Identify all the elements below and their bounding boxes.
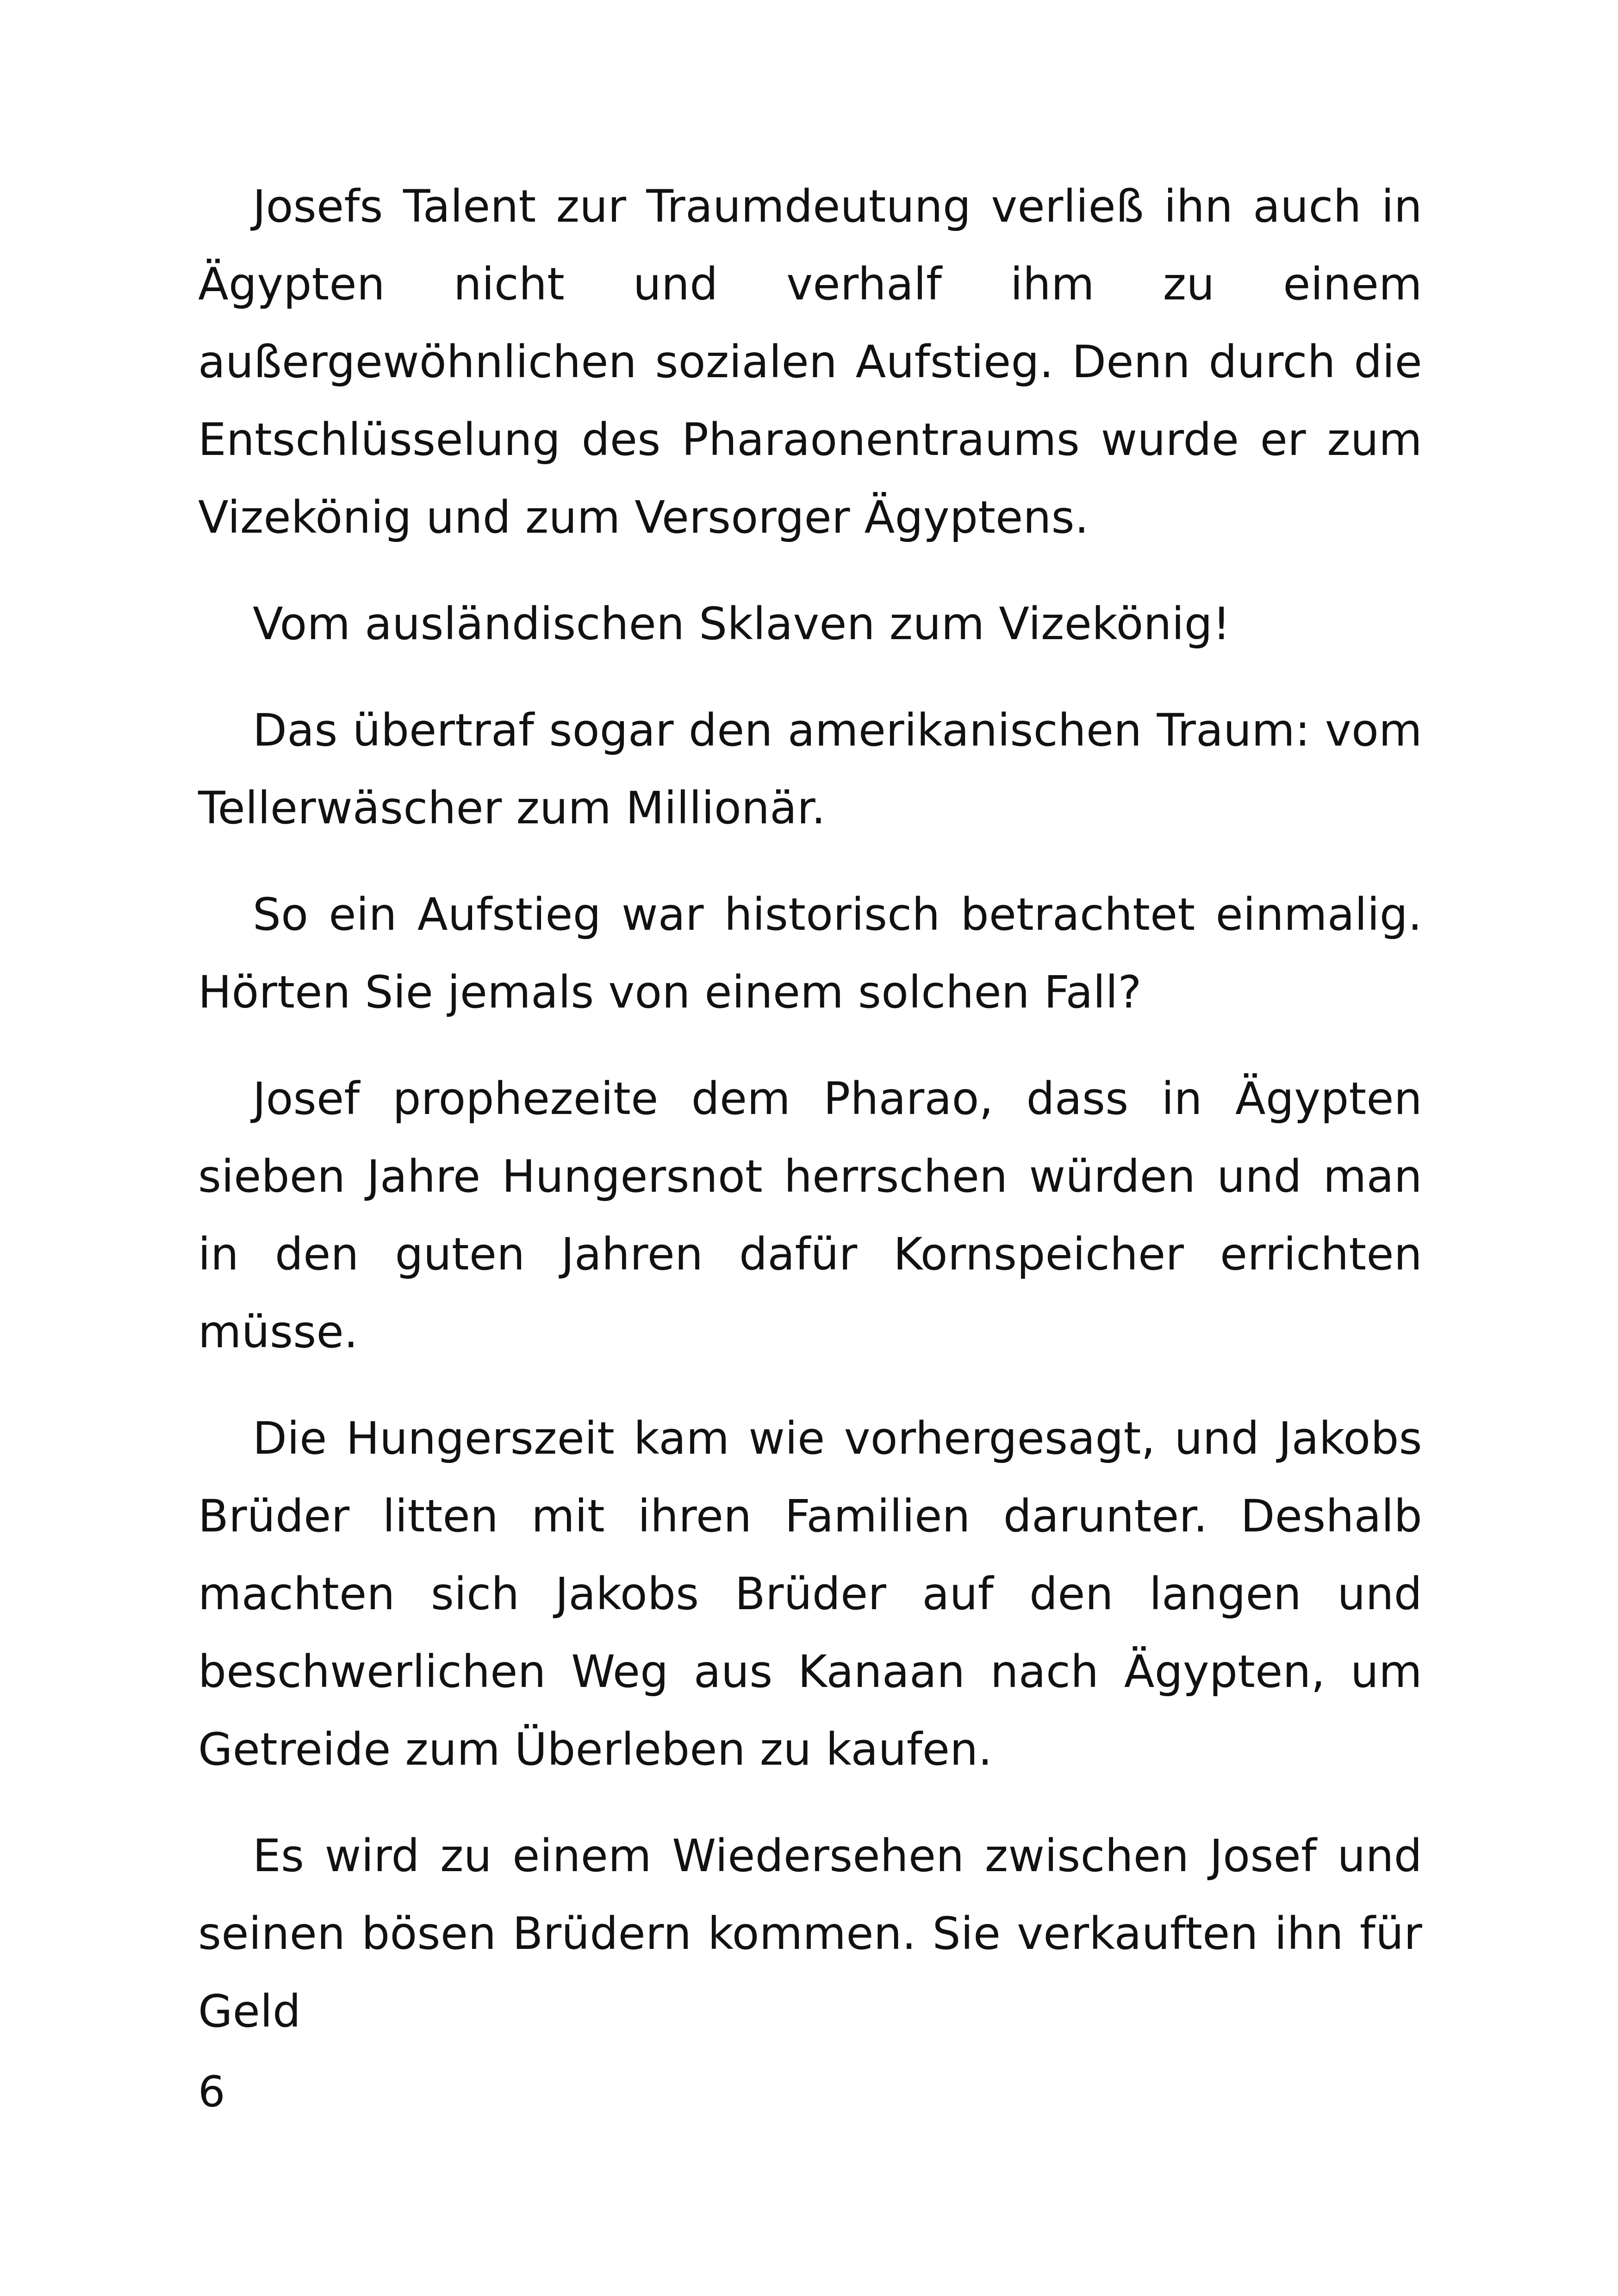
page-number: 6: [198, 2067, 225, 2116]
paragraph-2: Vom ausländischen Sklaven zum Vizekönig!: [253, 598, 1231, 650]
paragraph-3: Das übertraf sogar den amerikanischen Traum: vom Tellerwäscher zum Millionär.: [198, 704, 1422, 834]
paragraph-4: So ein Aufstieg war historisch betrachtet einmalig. Hörten Sie jemals von einem solchen Fall?: [198, 889, 1422, 1018]
paragraph-6: Die Hungerszeit kam wie vorhergesagt, und Jakobs Brüder litten mit ihren Familien darunter. Deshalb machten sich Jakobs Brüder auf den langen und beschwerlichen Weg aus Kanaan nach Ägypten, um Getreide zum Überleben zu kaufen.: [198, 1412, 1422, 1775]
body-text: [198, 168, 1422, 2079]
paragraph-1: Josefs Talent zur Traumdeutung verließ ihn auch in Ägypten nicht und verhalf ihm zu einem außergewöhnlichen sozialen Aufstieg. Denn durch die Entschlüsselung des Pharaonentraums wurde er zum Vizekönig und zum Versorger Ägyptens.: [198, 180, 1422, 543]
paragraph-5: Josef prophezeite dem Pharao, dass in Ägypten sieben Jahre Hungersnot herrschen würden und man in den guten Jahren dafür Kornspeicher errichten müsse.: [198, 1073, 1422, 1358]
paragraph-7: Es wird zu einem Wiedersehen zwischen Josef und seinen bösen Brüdern kommen. Sie verkauften ihn für Geld: [198, 1830, 1422, 2037]
